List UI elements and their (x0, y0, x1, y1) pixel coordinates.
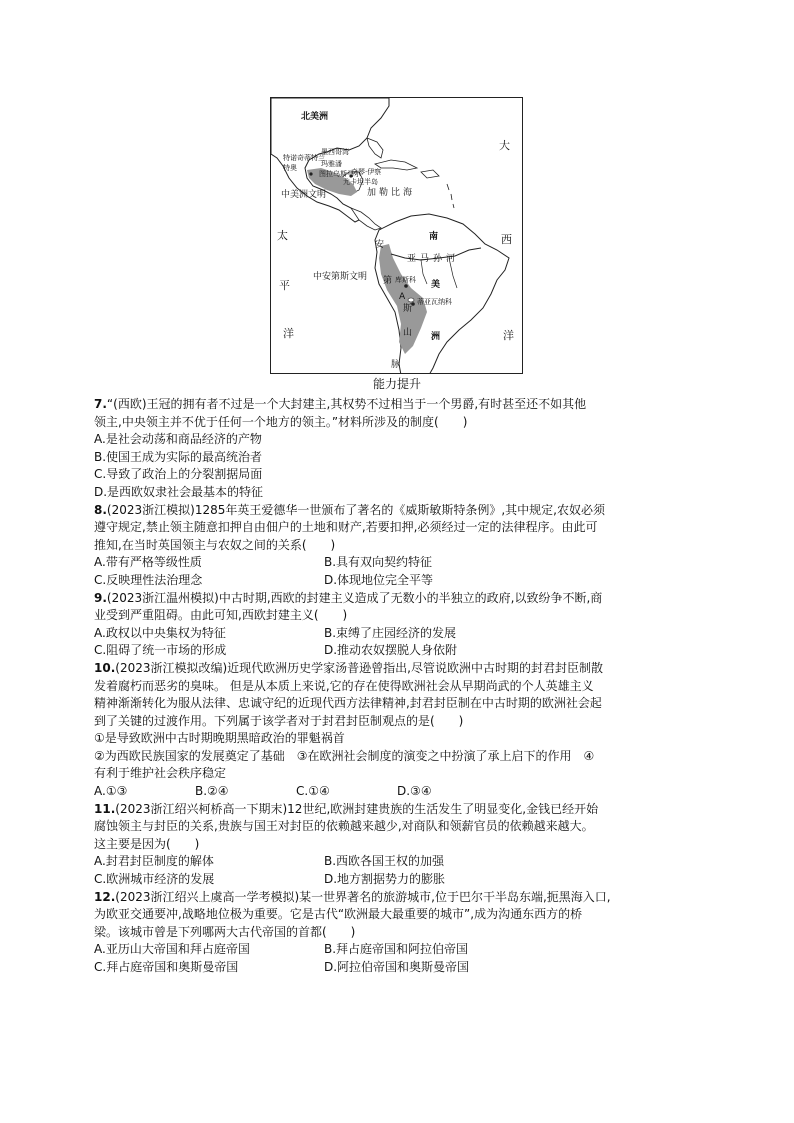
map-label-mexico-valley: 墨西哥湾 (321, 148, 349, 156)
question-text: (2023浙江模拟改编)近现代欧洲历史学家汤普逊曾指出,尽管说欧洲中古时期的封君封臣制散 (115, 660, 603, 675)
question-8 (94, 502, 694, 590)
option-d[interactable]: D.③④ (397, 784, 432, 799)
statement-1: ①是导致欧洲中古时期晚期黑暗政治的罪魁祸首 (94, 731, 345, 746)
option-a[interactable]: A.亚历山大帝国和拜占庭帝国 (94, 942, 250, 957)
map-label-pacific-tai: 太 (277, 229, 288, 242)
map-label-tenochtitlan: 特诺奇蒂特兰 (283, 154, 325, 162)
map-label-tula: 图拉 (319, 170, 333, 178)
question-text: “(西欧)王冠的拥有者不过是一个大封建主,其权势不过相当于一个男爵,有时甚至还不如其他 (106, 397, 587, 411)
option-a[interactable]: A.带有严格等级性质 (94, 555, 202, 570)
question-number: 7. (94, 397, 107, 411)
map-label-chichen: 奇琴·伊察 (351, 168, 382, 176)
question-text: 这主要是因为( ) (94, 836, 200, 851)
option-d[interactable]: D.地方割据势力的膨胀 (324, 872, 446, 887)
statement-2-3-4: ②为西欧民族国家的发展奠定了基础 ③在欧洲社会制度的演变之中扮演了承上启下的作用 ④ (94, 748, 595, 763)
question-text: 推知,在当时英国领主与农奴之间的关系( ) (94, 537, 336, 552)
question-text: 遵守规定,禁止领主随意扣押自由佃户的土地和财产,若要扣押,必须经过一定的法律程序。由此可 (94, 520, 598, 535)
question-number: 11. (94, 801, 116, 816)
option-c[interactable]: C.拜占庭帝国和奥斯曼帝国 (94, 960, 239, 974)
map-label-pacific-yang: 洋 (283, 327, 294, 340)
map-label-teotihuacan: 特奥 (283, 164, 297, 172)
map-drawing (271, 98, 523, 374)
question-text: 梁。该城市曾是下列哪两大古代帝国的首都( ) (94, 924, 356, 939)
map-label-andes-di: 第 (383, 276, 393, 286)
question-text: 腐蚀领主与封臣的关系,贵族与国王对封臣的依赖越来越少,对商队和领薪官员的依赖越来越大。 (94, 819, 594, 834)
option-a[interactable]: A.封君封臣制度的解体 (94, 854, 214, 869)
americas-map (270, 97, 523, 374)
option-d[interactable]: D.体现地位完全平等 (324, 572, 434, 587)
question-text: (2023浙江温州模拟)中古时期,西欧的封建主义造成了无数小的半独立的政府,以致纷争不断,商 (106, 590, 603, 605)
option-b[interactable]: B.使国王成为实际的最高统治者 (94, 449, 263, 464)
question-text: 业受到严重阻碍。由此可知,西欧封建主义( ) (94, 608, 348, 623)
map-label-south-zhou: 洲 (431, 332, 441, 342)
option-b[interactable]: B.具有双向契约特征 (324, 555, 433, 570)
map-label-north-america: 北美洲 (301, 112, 329, 122)
hispaniola (421, 170, 439, 178)
map-label-andean-civ: 中安第斯文明 (313, 272, 368, 282)
map-label-cusco: 库斯科 (395, 276, 416, 284)
question-11 (94, 801, 694, 889)
question-text: (2023浙江绍兴柯桥高一下期末)12世纪,欧洲封建贵族的生活发生了明显变化,金钱已经开始 (115, 801, 599, 816)
cusco-dot (404, 284, 408, 288)
option-d[interactable]: D.阿拉伯帝国和奥斯曼帝国 (324, 960, 470, 974)
question-9 (94, 590, 694, 660)
map-label-amazon: 亚马孙河 (407, 254, 460, 264)
option-b[interactable]: B.拜占庭帝国和阿拉伯帝国 (324, 942, 469, 957)
option-b[interactable]: B.②④ (195, 784, 229, 799)
map-label-pacific-ping: 平 (279, 279, 290, 292)
question-text: 到了关键的过渡作用。下列属于该学者对于封君封臣制观点的是( ) (94, 713, 464, 728)
lake-titicaca (408, 298, 414, 302)
question-text: 领主,中央领主并不优于任何一个地方的领主。”材料所涉及的制度( ) (94, 414, 468, 429)
question-text: (2023浙江绍兴上虞高一学考模拟)某一世界著名的旅游城市,位于巴尔干半岛东端,扼黑海入口, (115, 889, 611, 904)
option-d[interactable]: D.是西欧奴隶社会最基本的特征 (94, 484, 264, 499)
question-number: 8. (94, 502, 107, 517)
question-text: 为欧亚交通要冲,战略地位极为重要。它是古代“欧洲最大最重要的城市”,成为沟通东西方的桥 (94, 907, 583, 922)
map-label-point-a: A (399, 292, 406, 302)
map-label-andes-shan: 山 (403, 328, 413, 338)
map-label-caribbean: 加勒比海 (367, 188, 416, 198)
option-a[interactable]: A.政权以中央集权为特征 (94, 625, 226, 640)
question-10 (94, 660, 694, 801)
map-label-andes-si: 斯 (403, 304, 413, 314)
map-label-mayapan: 玛雅潘 (321, 160, 342, 168)
map-label-south-nan: 南 (429, 232, 439, 242)
section-title: 能力提升 (372, 377, 421, 391)
statement-4-cont: 有利于维护社会秩序稳定 (94, 766, 227, 781)
map-label-andes-mai: 脉 (391, 360, 401, 370)
map-label-south-mei: 美 (431, 280, 441, 290)
option-d[interactable]: D.推动农奴摆脱人身依附 (324, 643, 458, 658)
question-list (94, 396, 694, 977)
map-label-atlantic-xi: 西 (501, 233, 512, 246)
option-c[interactable]: C.反映理性法治理念 (94, 572, 203, 587)
map-label-atlantic-da: 大 (499, 139, 510, 152)
question-number: 10. (94, 660, 116, 675)
question-text: 精神渐渐转化为服从法律、忠诚守纪的近现代西方法律精神,封君封臣制在中古时期的欧洲社会起 (94, 696, 602, 711)
map-label-mesoamerica: 中美洲文明 (281, 190, 327, 200)
question-number: 12. (94, 889, 116, 904)
option-b[interactable]: B.西欧各国王权的加强 (324, 854, 445, 869)
option-c[interactable]: C.①④ (296, 784, 330, 799)
map-label-andes-an: 安 (375, 240, 385, 250)
lesser-antilles (447, 184, 454, 208)
option-a[interactable]: A.①③ (94, 784, 128, 799)
question-7 (94, 396, 694, 502)
option-b[interactable]: B.束缚了庄园经济的发展 (324, 625, 457, 640)
question-12 (94, 889, 694, 977)
question-text: (2023浙江模拟)1285年英王爱德华一世颁布了著名的《威斯敏斯特条例》,其中规定,农奴必须 (106, 502, 605, 517)
florida (367, 138, 383, 158)
map-label-atlantic-yang: 洋 (503, 329, 514, 342)
map-label-tiwanaku: 蒂亚瓦纳科 (417, 298, 452, 306)
question-number: 9. (94, 590, 107, 605)
tenochtitlan-dot (309, 172, 312, 175)
option-c[interactable]: C.导致了政治上的分裂割据局面 (94, 467, 263, 482)
cuba (375, 160, 417, 170)
option-a[interactable]: A.是社会动荡和商品经济的产物 (94, 432, 262, 447)
option-c[interactable]: C.欧洲城市经济的发展 (94, 872, 215, 887)
question-text: 发着腐朽而恶劣的臭味。 但是从本质上来说,它的存在使得欧洲社会从早期尚武的个人英雄主义 (94, 678, 594, 693)
map-label-yucatan: 尤卡坦半岛 (343, 178, 378, 186)
map-label-uxmal: 乌斯马尔 (333, 170, 361, 178)
option-c[interactable]: C.阻碍了统一市场的形成 (94, 643, 227, 658)
